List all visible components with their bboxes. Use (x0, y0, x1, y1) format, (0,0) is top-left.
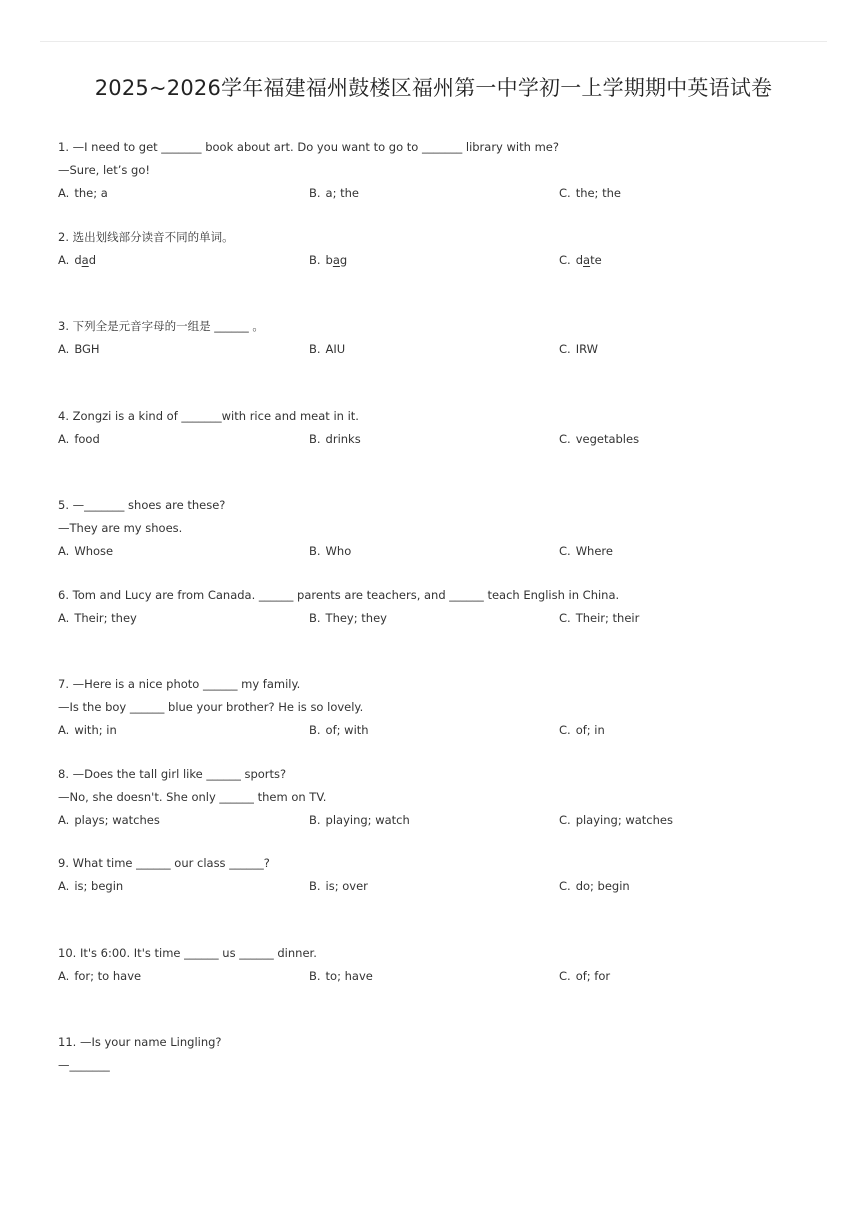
option-letter: C. (559, 968, 571, 983)
underlined-letter: a (81, 252, 89, 267)
option-text: d (575, 252, 583, 267)
question-line: —They are my shoes. (58, 521, 183, 535)
option-text: d (74, 252, 82, 267)
option-text: is; over (325, 879, 368, 893)
option-text: drinks (325, 431, 361, 446)
option-text: of; for (575, 968, 611, 983)
option-text: They; they (325, 610, 387, 625)
option-letter: A. (58, 431, 70, 446)
question-3 (58, 315, 818, 405)
option-text: b (325, 252, 333, 267)
question-stem: 8. —Does the tall girl like ______ sports? (58, 766, 287, 781)
question-6 (58, 584, 818, 674)
option-a[interactable] (58, 338, 100, 361)
option-letter: C. (559, 879, 571, 893)
option-b[interactable] (309, 719, 369, 742)
underlined-letter: a (332, 252, 340, 267)
option-letter: A. (58, 610, 70, 625)
option-letter: A. (58, 544, 70, 558)
option-letter: B. (309, 186, 321, 200)
options-row (58, 540, 818, 563)
option-letter: A. (58, 723, 70, 737)
option-text-rest: g (339, 252, 348, 267)
option-letter: B. (309, 431, 321, 446)
option-c[interactable] (559, 809, 673, 832)
option-c[interactable] (559, 965, 610, 988)
option-letter: B. (309, 723, 321, 737)
option-text: the; the (575, 186, 621, 200)
option-c[interactable] (559, 249, 602, 272)
options-row (58, 182, 818, 205)
option-b[interactable] (309, 249, 347, 272)
question-stem: 3. 下列全是元音字母的一组是 ______ 。 (58, 319, 264, 333)
option-letter: B. (309, 610, 321, 625)
question-line: —Sure, let’s go! (58, 163, 150, 177)
option-text: BGH (74, 342, 100, 356)
option-letter: A. (58, 812, 70, 827)
option-letter: B. (309, 544, 321, 558)
question-stem: 7. —Here is a nice photo ______ my family. (58, 677, 301, 691)
question-11 (58, 1031, 818, 1121)
option-text: Whose (74, 544, 114, 558)
option-c[interactable] (559, 428, 639, 451)
question-line: —_______ (58, 1058, 110, 1072)
options-row (58, 965, 818, 988)
option-text: Their; they (74, 610, 137, 625)
option-c[interactable] (559, 540, 613, 563)
option-b[interactable] (309, 540, 351, 563)
question-list (58, 136, 818, 1121)
option-c[interactable] (559, 182, 621, 205)
option-text: Where (575, 544, 613, 558)
question-5 (58, 494, 818, 584)
option-text-rest: te (590, 252, 602, 267)
option-a[interactable] (58, 809, 160, 832)
option-a[interactable] (58, 182, 108, 205)
option-text-rest: d (88, 252, 97, 267)
options-row (58, 719, 818, 742)
option-text: playing; watches (575, 812, 673, 827)
option-text: AIU (325, 342, 346, 356)
option-letter: B. (309, 879, 321, 893)
option-b[interactable] (309, 809, 410, 832)
question-8 (58, 763, 818, 853)
page-title: 2025~2026学年福建福州鼓楼区福州第一中学初一上学期期中英语试卷 (94, 76, 773, 100)
option-a[interactable] (58, 249, 96, 272)
option-text: Their; their (575, 610, 640, 625)
option-letter: B. (309, 968, 321, 983)
option-c[interactable] (559, 719, 605, 742)
option-letter: C. (559, 252, 571, 267)
option-c[interactable] (559, 338, 598, 361)
option-letter: B. (309, 812, 321, 827)
option-b[interactable] (309, 875, 368, 898)
option-text: for; to have (74, 968, 142, 983)
option-b[interactable] (309, 338, 345, 361)
option-text: of; in (575, 723, 605, 737)
options-row (58, 875, 818, 898)
question-stem: 11. —Is your name Lingling? (58, 1035, 222, 1049)
question-line: —No, she doesn't. She only ______ them on TV. (58, 789, 327, 804)
option-letter: A. (58, 968, 70, 983)
top-divider (40, 41, 827, 42)
option-text: IRW (575, 342, 598, 356)
question-stem: 9. What time ______ our class ______? (58, 856, 270, 870)
options-row (58, 809, 818, 832)
option-letter: C. (559, 342, 571, 356)
underlined-letter: a (583, 252, 591, 267)
option-a[interactable] (58, 719, 117, 742)
option-a[interactable] (58, 540, 113, 563)
question-7 (58, 673, 818, 763)
question-stem: 5. —_______ shoes are these? (58, 498, 226, 512)
options-row (58, 607, 818, 630)
option-letter: A. (58, 342, 70, 356)
question-4 (58, 405, 818, 495)
option-text: of; with (325, 723, 369, 737)
question-2 (58, 226, 818, 316)
option-letter: A. (58, 186, 70, 200)
question-line: —Is the boy ______ blue your brother? He is so lovely. (58, 700, 364, 714)
option-letter: C. (559, 544, 571, 558)
option-letter: A. (58, 252, 70, 267)
option-text: vegetables (575, 431, 640, 446)
option-text: to; have (325, 968, 373, 983)
option-b[interactable] (309, 428, 361, 451)
question-stem: 10. It's 6:00. It's time ______ us ______ dinner. (58, 945, 317, 960)
option-text: plays; watches (74, 812, 160, 827)
option-b[interactable] (309, 965, 373, 988)
question-10 (58, 942, 818, 1032)
question-stem: 4. Zongzi is a kind of _______with rice and meat in it. (58, 408, 359, 423)
question-1 (58, 136, 818, 226)
option-letter: C. (559, 186, 571, 200)
option-text: Who (325, 544, 352, 558)
option-text: playing; watch (325, 812, 410, 827)
question-stem: 1. —I need to get _______ book about art. Do you want to go to _______ library with me? (58, 140, 559, 154)
option-letter: C. (559, 610, 571, 625)
option-letter: C. (559, 812, 571, 827)
option-text: do; begin (575, 879, 630, 893)
option-letter: C. (559, 431, 571, 446)
question-stem: 2. 选出划线部分读音不同的单词。 (58, 229, 234, 244)
option-letter: B. (309, 252, 321, 267)
option-c[interactable] (559, 875, 630, 898)
option-text: food (74, 431, 100, 446)
option-text: a; the (325, 186, 359, 200)
option-b[interactable] (309, 182, 359, 205)
option-b[interactable] (309, 607, 387, 630)
option-letter: C. (559, 723, 571, 737)
option-text: the; a (74, 186, 108, 200)
question-stem: 6. Tom and Lucy are from Canada. ______ parents are teachers, and ______ teach English in China. (58, 587, 620, 602)
option-letter: A. (58, 879, 70, 893)
option-a[interactable] (58, 428, 100, 451)
option-a[interactable] (58, 875, 123, 898)
option-a[interactable] (58, 965, 141, 988)
options-row (58, 249, 818, 272)
option-c[interactable] (559, 607, 639, 630)
options-row (58, 428, 818, 451)
option-letter: B. (309, 342, 321, 356)
question-9 (58, 852, 818, 942)
option-text: with; in (74, 723, 117, 737)
option-text: is; begin (74, 879, 124, 893)
option-a[interactable] (58, 607, 137, 630)
options-row (58, 338, 818, 361)
